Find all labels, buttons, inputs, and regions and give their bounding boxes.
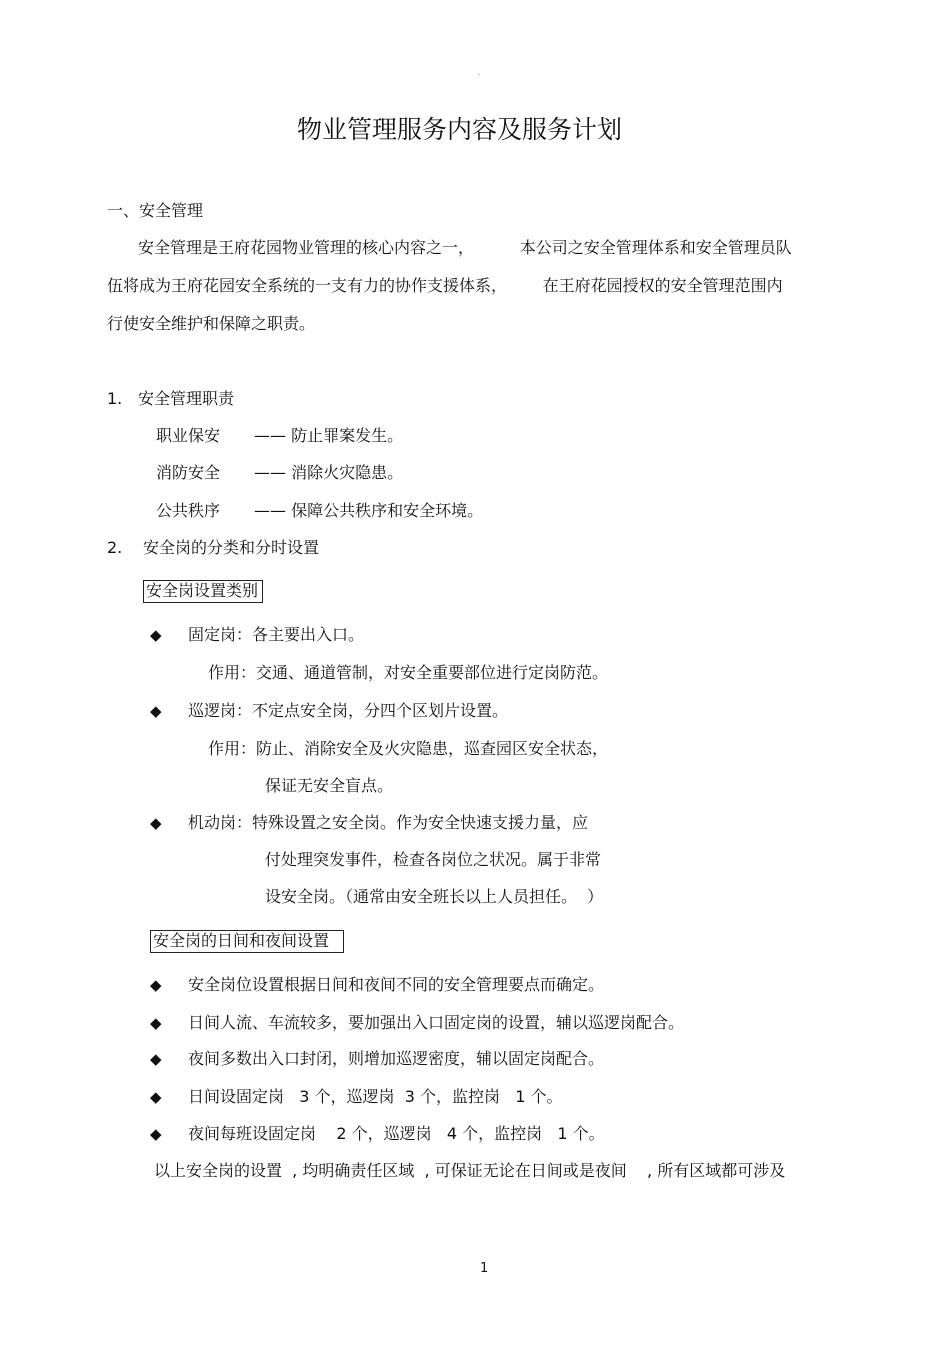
day-night-item: 安全岗位设置根据日间和夜间不同的安全管理要点而确定。 — [188, 975, 605, 994]
section-heading: 一、安全管理 — [107, 201, 204, 220]
day-night-box: 安全岗的日间和夜间设置 — [150, 930, 344, 953]
diamond-bullet-icon: ◆ — [150, 626, 162, 644]
header-mark: - — [478, 71, 481, 79]
diamond-bullet-icon: ◆ — [150, 1125, 162, 1143]
day-night-item: 夜间多数出入口封闭，则增加巡逻密度，辅以固定岗配合。 — [188, 1049, 605, 1068]
day-night-item: 夜间每班设固定岗 2 个，巡逻岗 4 个，监控岗 1 个。 — [188, 1124, 605, 1143]
diamond-bullet-icon: ◆ — [150, 814, 162, 832]
item2-number: 2. — [107, 538, 123, 557]
page-number: 1 — [480, 1261, 489, 1276]
post-type-line: 机动岗：特殊设置之安全岗。作为安全快速支援力量，应 — [188, 813, 589, 832]
post-type-line: 固定岗：各主要出入口。 — [188, 625, 365, 644]
diamond-bullet-icon: ◆ — [150, 1014, 162, 1032]
item2-heading: 安全岗的分类和分时设置 — [143, 538, 320, 557]
post-category-box: 安全岗设置类别 — [143, 580, 263, 603]
post-type-line: 巡逻岗：不定点安全岗，分四个区划片设置。 — [188, 701, 509, 720]
intro-line-2: 伍将成为王府花园安全系统的一支有力的协作支援体系， 在王府花园授权的安全管理范围内 — [107, 276, 783, 295]
post-type-sub: 设安全岗。（通常由安全班长以上人员担任。 ） — [265, 887, 604, 906]
post-type-sub: 保证无安全盲点。 — [265, 776, 394, 795]
post-type-sub: 付处理突发事件，检查各岗位之状况。属于非常 — [265, 850, 602, 869]
duty-desc: —— 消除火灾隐患。 — [254, 463, 404, 482]
duty-desc: —— 保障公共秩序和安全环境。 — [254, 501, 484, 520]
item1-number: 1. — [107, 389, 123, 408]
post-type-sub: 作用：交通、通道管制，对安全重要部位进行定岗防范。 — [208, 663, 609, 682]
intro-line-1: 安全管理是王府花园物业管理的核心内容之一， 本公司之安全管理体系和安全管理员队 — [138, 238, 792, 257]
diamond-bullet-icon: ◆ — [150, 1088, 162, 1106]
page-title: 物业管理服务内容及服务计划 — [297, 115, 623, 144]
diamond-bullet-icon: ◆ — [150, 976, 162, 994]
duty-desc: —— 防止罪案发生。 — [254, 426, 404, 445]
duty-name: 职业保安 — [156, 426, 221, 445]
diamond-bullet-icon: ◆ — [150, 1050, 162, 1068]
duty-name: 消防安全 — [156, 463, 221, 482]
closing-line: 以上安全岗的设置 , 均明确责任区域 , 可保证无论在日间或是夜间 , 所有区域都可涉及 — [154, 1161, 786, 1180]
item1-heading: 安全管理职责 — [138, 389, 235, 408]
day-night-item: 日间设固定岗 3 个，巡逻岗 3 个，监控岗 1 个。 — [188, 1087, 563, 1106]
intro-line-3: 行使安全维护和保障之职责。 — [107, 314, 316, 333]
duty-name: 公共秩序 — [156, 501, 221, 520]
day-night-item: 日间人流、车流较多，要加强出入口固定岗的设置，辅以巡逻岗配合。 — [188, 1013, 685, 1032]
diamond-bullet-icon: ◆ — [150, 702, 162, 720]
post-type-sub: 作用：防止、消除安全及火灾隐患，巡查园区安全状态， — [208, 739, 609, 758]
